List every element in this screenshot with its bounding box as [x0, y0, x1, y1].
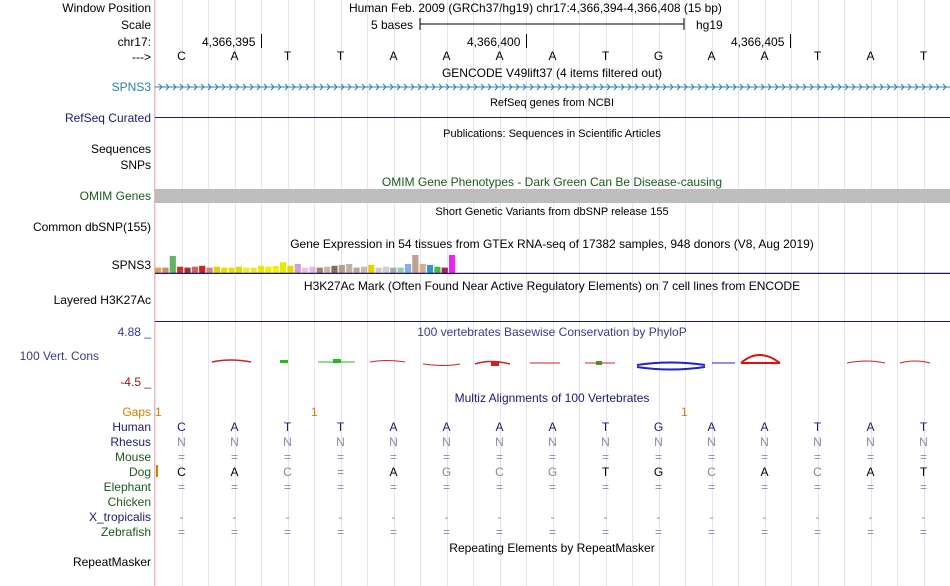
alignment-base-rhesus: N: [283, 435, 292, 449]
alignment-base-x_tropicalis: -: [815, 510, 820, 524]
label-species-zebrafish[interactable]: Zebrafish: [100, 525, 151, 539]
gtex-tissue-bar: [309, 267, 315, 273]
gtex-tissue-bar: [192, 267, 198, 273]
dog-gap-marker: [156, 465, 158, 477]
alignment-base-rhesus: N: [919, 435, 928, 449]
gtex-tissue-bar: [184, 268, 190, 273]
alignment-base-x_tropicalis: -: [709, 510, 714, 524]
coord-tick-2: [526, 34, 527, 48]
alignment-base-rhesus: N: [866, 435, 875, 449]
alignment-base-rhesus: N: [389, 435, 398, 449]
alignment-base-elephant: =: [548, 480, 557, 494]
assembly-text: hg19: [696, 18, 723, 32]
label-species-dog[interactable]: Dog: [128, 465, 151, 479]
base-letter: T: [336, 49, 345, 63]
alignment-base-rhesus: N: [336, 435, 345, 449]
alignment-base-elephant: =: [601, 480, 610, 494]
alignment-base-elephant: =: [177, 480, 186, 494]
alignment-base-mouse: =: [707, 450, 716, 464]
alignment-base-elephant: =: [336, 480, 345, 494]
gtex-tissue-bar: [376, 268, 382, 273]
gap-mark-3: 1: [681, 405, 688, 419]
alignment-base-dog: A: [866, 465, 875, 479]
alignment-base-zebrafish: =: [336, 525, 345, 539]
alignment-base-dog: A: [389, 465, 398, 479]
alignment-base-human: A: [495, 420, 504, 434]
gtex-tissue-bar: [442, 268, 448, 273]
alignment-base-human: T: [601, 420, 610, 434]
alignment-base-dog: A: [760, 465, 769, 479]
gtex-tissue-bar: [361, 267, 367, 273]
alignment-base-dog: A: [230, 465, 239, 479]
alignment-base-mouse: =: [442, 450, 451, 464]
base-letter: T: [919, 49, 928, 63]
base-letter: A: [495, 49, 504, 63]
alignment-base-x_tropicalis: -: [285, 510, 290, 524]
alignment-base-zebrafish: =: [442, 525, 451, 539]
base-letter: A: [548, 49, 557, 63]
alignment-base-human: A: [389, 420, 398, 434]
alignment-base-human: T: [336, 420, 345, 434]
alignment-base-zebrafish: =: [866, 525, 875, 539]
label-omim-genes[interactable]: OMIM Genes: [79, 189, 151, 203]
gtex-tissue-bar: [449, 255, 455, 273]
gtex-tissue-bar: [170, 256, 176, 273]
gtex-tissue-bar: [258, 266, 264, 273]
alignment-base-zebrafish: =: [283, 525, 292, 539]
alignment-base-x_tropicalis: -: [497, 510, 502, 524]
alignment-base-rhesus: N: [495, 435, 504, 449]
alignment-base-human: G: [653, 420, 664, 434]
alignment-base-mouse: =: [177, 450, 186, 464]
alignment-base-x_tropicalis: -: [444, 510, 449, 524]
gtex-tissue-bar: [162, 268, 168, 273]
label-window-position: Window Position: [62, 1, 151, 15]
gtex-tissue-bar: [177, 267, 183, 273]
scale-bar: [418, 17, 688, 31]
alignment-base-zebrafish: =: [177, 525, 186, 539]
alignment-base-mouse: =: [230, 450, 239, 464]
gtex-tissue-bar: [229, 268, 235, 273]
gtex-tissue-bar: [243, 268, 249, 273]
alignment-base-elephant: =: [389, 480, 398, 494]
alignment-base-zebrafish: =: [707, 525, 716, 539]
alignment-base-zebrafish: =: [760, 525, 769, 539]
alignment-base-x_tropicalis: -: [656, 510, 661, 524]
alignment-base-elephant: =: [813, 480, 822, 494]
alignment-base-x_tropicalis: -: [921, 510, 926, 524]
alignment-base-x_tropicalis: -: [179, 510, 184, 524]
coord-tick-1: [261, 34, 262, 48]
alignment-base-mouse: =: [601, 450, 610, 464]
h3k27ac-title: H3K27Ac Mark (Often Found Near Active Regulatory Elements) on 7 cell lines from ENCODE: [303, 279, 801, 293]
alignment-base-elephant: =: [283, 480, 292, 494]
alignment-base-elephant: =: [707, 480, 716, 494]
h3k27ac-baseline: [155, 321, 950, 322]
coord-tick-3: [790, 34, 791, 48]
base-letter: T: [283, 49, 292, 63]
gtex-title: Gene Expression in 54 tissues from GTEx RNA-seq of 17382 samples, 948 donors (V8, Aug 2019): [290, 237, 814, 251]
gtex-tissue-bar: [199, 266, 205, 273]
coord-label-2: 4,366,400: [467, 35, 521, 49]
alignment-base-x_tropicalis: -: [762, 510, 767, 524]
gtex-tissue-bar: [353, 268, 359, 273]
refseq-gene-line[interactable]: [155, 117, 950, 118]
base-letter: A: [389, 49, 398, 63]
alignment-base-dog: C: [813, 465, 822, 479]
gencode-title: GENCODE V49lift37 (4 items filtered out): [441, 66, 663, 80]
alignment-base-rhesus: N: [760, 435, 769, 449]
gtex-tissue-bar: [273, 266, 279, 273]
alignment-base-dog: C: [283, 465, 292, 479]
base-letter: A: [866, 49, 875, 63]
alignment-base-mouse: =: [548, 450, 557, 464]
gtex-tissue-bar: [206, 268, 212, 273]
label-strand[interactable]: --->: [132, 50, 151, 64]
label-snps[interactable]: SNPs: [120, 158, 151, 172]
gtex-tissue-bar: [434, 267, 440, 273]
label-species-elephant[interactable]: Elephant: [103, 480, 151, 494]
alignment-base-zebrafish: =: [601, 525, 610, 539]
refseq-title: RefSeq genes from NCBI: [489, 97, 615, 109]
alignment-base-human: T: [283, 420, 292, 434]
gtex-bar-chart[interactable]: [155, 254, 950, 274]
base-letter: A: [707, 49, 716, 63]
base-letter: G: [653, 49, 664, 63]
alignment-base-human: T: [919, 420, 928, 434]
alignment-base-human: A: [442, 420, 451, 434]
alignment-base-human: T: [813, 420, 822, 434]
gap-mark-1: 1: [155, 405, 162, 419]
coord-label-3: 4,366,405: [731, 35, 785, 49]
repeatmasker-title: Repeating Elements by RepeatMasker: [449, 541, 655, 555]
alignment-base-elephant: =: [919, 480, 928, 494]
alignment-base-dog: C: [707, 465, 716, 479]
alignment-base-elephant: =: [442, 480, 451, 494]
gtex-tissue-bar: [155, 268, 161, 273]
label-100-vert-cons[interactable]: 100 Vert. Cons: [19, 349, 99, 363]
gtex-tissue-bar: [317, 268, 323, 273]
alignment-base-mouse: =: [336, 450, 345, 464]
phylop-signal[interactable]: [155, 350, 950, 375]
omim-title: OMIM Gene Phenotypes - Dark Green Can Be Disease-causing: [381, 175, 723, 189]
alignment-base-rhesus: N: [654, 435, 663, 449]
base-letter: T: [813, 49, 822, 63]
gap-mark-2: 1: [311, 405, 318, 419]
alignment-base-mouse: =: [760, 450, 769, 464]
alignment-base-x_tropicalis: -: [338, 510, 343, 524]
gtex-tissue-bar: [412, 255, 418, 273]
alignment-base-zebrafish: =: [548, 525, 557, 539]
alignment-base-mouse: =: [866, 450, 875, 464]
alignment-base-mouse: =: [654, 450, 663, 464]
gtex-tissue-bar: [346, 264, 352, 273]
gtex-tissue-bar: [383, 267, 389, 273]
alignment-base-mouse: =: [389, 450, 398, 464]
spns3-gene-feature[interactable]: [155, 81, 950, 93]
label-repeatmasker[interactable]: RepeatMasker: [72, 555, 151, 569]
gtex-tissue-bar: [265, 267, 271, 273]
label-scale: Scale: [120, 18, 151, 32]
alignment-base-zebrafish: =: [654, 525, 663, 539]
track-area[interactable]: [155, 0, 950, 586]
alignment-base-elephant: =: [230, 480, 239, 494]
label-species-rhesus[interactable]: Rhesus: [110, 435, 151, 449]
alignment-base-human: A: [230, 420, 239, 434]
alignment-base-dog: C: [177, 465, 186, 479]
coord-label-1: 4,366,395: [202, 35, 256, 49]
gtex-tissue-bar: [251, 268, 257, 273]
gtex-tissue-bar: [339, 265, 345, 273]
alignment-base-dog: G: [653, 465, 664, 479]
label-phylop-min: -4.5 _: [120, 375, 151, 389]
alignment-base-x_tropicalis: -: [550, 510, 555, 524]
alignment-base-human: A: [548, 420, 557, 434]
alignment-base-human: A: [707, 420, 716, 434]
multiz-title: Multiz Alignments of 100 Vertebrates: [454, 391, 650, 405]
alignment-base-dog: G: [547, 465, 558, 479]
gtex-tissue-bar: [405, 264, 411, 273]
publications-title: Publications: Sequences in Scientific Articles: [443, 128, 661, 140]
alignment-base-human: C: [177, 420, 186, 434]
gtex-tissue-bar: [420, 264, 426, 273]
phylop-title: 100 vertebrates Basewise Conservation by PhyloP: [417, 325, 687, 339]
alignment-base-human: A: [760, 420, 769, 434]
alignment-base-x_tropicalis: -: [603, 510, 608, 524]
alignment-base-rhesus: N: [230, 435, 239, 449]
alignment-base-x_tropicalis: -: [868, 510, 873, 524]
label-phylop-max: 4.88 _: [117, 325, 151, 339]
alignment-base-rhesus: N: [707, 435, 716, 449]
gtex-tissue-bar: [214, 267, 220, 273]
omim-feature-bar[interactable]: [155, 189, 950, 203]
alignment-base-dog: T: [919, 465, 928, 479]
label-common-dbsnp[interactable]: Common dbSNP(155): [32, 220, 151, 234]
alignment-base-zebrafish: =: [230, 525, 239, 539]
label-gtex-spns3[interactable]: SPNS3: [111, 258, 151, 272]
alignment-base-zebrafish: =: [919, 525, 928, 539]
label-species-mouse[interactable]: Mouse: [114, 450, 151, 464]
alignment-base-mouse: =: [495, 450, 504, 464]
alignment-base-zebrafish: =: [389, 525, 398, 539]
alignment-base-elephant: =: [866, 480, 875, 494]
gtex-tissue-bar: [302, 268, 308, 273]
alignment-base-dog: =: [336, 465, 345, 479]
scale-text: 5 bases: [371, 18, 414, 32]
base-letter: T: [601, 49, 610, 63]
alignment-base-rhesus: N: [442, 435, 451, 449]
alignment-base-elephant: =: [654, 480, 663, 494]
alignment-base-dog: C: [495, 465, 504, 479]
base-letter: A: [442, 49, 451, 63]
gtex-tissue-bar: [398, 268, 404, 273]
base-letter: A: [760, 49, 769, 63]
label-chrom: chr17:: [117, 35, 151, 49]
alignment-base-rhesus: N: [601, 435, 610, 449]
gtex-tissue-bar: [295, 264, 301, 273]
dbsnp-title: Short Genetic Variants from dbSNP release 155: [435, 206, 669, 218]
gtex-tissue-bar: [324, 267, 330, 273]
alignment-base-zebrafish: =: [813, 525, 822, 539]
label-refseq-curated[interactable]: RefSeq Curated: [64, 111, 151, 125]
alignment-base-dog: T: [601, 465, 610, 479]
gtex-tissue-bar: [287, 266, 293, 273]
alignment-base-zebrafish: =: [495, 525, 504, 539]
gtex-tissue-bar: [221, 268, 227, 273]
base-letter: A: [230, 49, 239, 63]
label-species-chicken[interactable]: Chicken: [107, 495, 151, 509]
alignment-base-mouse: =: [283, 450, 292, 464]
alignment-base-mouse: =: [813, 450, 822, 464]
alignment-base-elephant: =: [495, 480, 504, 494]
label-species-xtropicalis[interactable]: X_tropicalis: [88, 510, 151, 524]
label-layered-h3k27ac[interactable]: Layered H3K27Ac: [53, 293, 151, 307]
alignment-base-x_tropicalis: -: [391, 510, 396, 524]
window-position-text: Human Feb. 2009 (GRCh37/hg19) chr17:4,366,394-4,366,408 (15 bp): [349, 1, 722, 15]
gtex-tissue-bar: [368, 265, 374, 273]
alignment-base-rhesus: N: [548, 435, 557, 449]
base-letter: C: [177, 49, 186, 63]
alignment-base-mouse: =: [919, 450, 928, 464]
gtex-tissue-bar: [331, 266, 337, 273]
label-species-human[interactable]: Human: [112, 420, 151, 434]
gtex-tissue-bar: [427, 265, 433, 273]
alignment-base-rhesus: N: [813, 435, 822, 449]
alignment-base-human: A: [866, 420, 875, 434]
gtex-tissue-bar: [280, 262, 286, 273]
alignment-base-x_tropicalis: -: [232, 510, 237, 524]
gtex-tissue-bar: [236, 267, 242, 273]
gtex-tissue-bar: [390, 268, 396, 273]
label-gaps[interactable]: Gaps: [122, 405, 151, 419]
alignment-base-rhesus: N: [177, 435, 186, 449]
alignment-base-elephant: =: [760, 480, 769, 494]
label-sequences[interactable]: Sequences: [90, 142, 151, 156]
label-gencode-spns3[interactable]: SPNS3: [111, 80, 151, 94]
alignment-base-dog: G: [441, 465, 452, 479]
